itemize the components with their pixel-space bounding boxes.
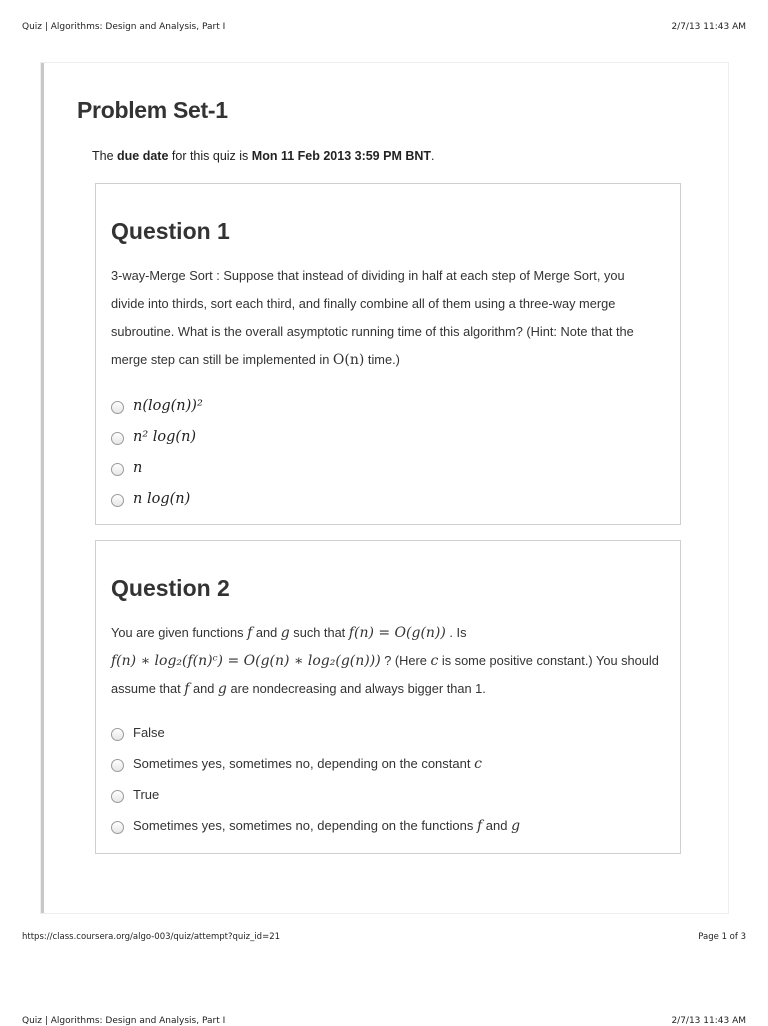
due-suffix: . [431,149,435,163]
due-date-value: Mon 11 Feb 2013 3:59 PM BNT [251,149,432,163]
q2-math-f: f [247,625,253,641]
due-middle: for this quiz is [168,149,252,163]
question-1-option[interactable] [111,415,660,446]
question-2-option[interactable] [111,711,660,742]
option-label [133,724,165,742]
q2-text-part: and [189,681,218,696]
print-footer [22,932,746,942]
print-header-next-page [22,1016,746,1026]
radio-button[interactable] [111,759,124,772]
radio-button[interactable] [111,401,124,414]
q2-math-f: f [184,681,190,697]
print-footer-url: https://class.coursera.org/algo-003/quiz/attempt?quiz_id=21 [22,932,281,942]
q2-math-g: g [280,625,290,641]
question-1-card [95,183,681,525]
q2-text-part: is some positive constant.) You should assume that [111,653,659,696]
q2-text-part: and [252,625,281,640]
option-text: True [133,787,160,802]
question-1-title: Question 1 [111,218,230,244]
q2-text-part: ? (Here [380,653,431,668]
due-label: due date [117,149,169,163]
q1-text-part: 3-way-Merge Sort : Suppose that instead of dividing in half at each step of Merge Sort, you divide into thirds, sort each third, and finally combine all of them using a three-way merge subroutine. What is the overall asymptotic running time of this algorithm? (Hint: Note that the merge step can still be implemented in [111,268,634,367]
option-math: f [476,818,483,834]
option-label [133,786,159,804]
question-2-text [111,619,660,703]
option-label: n² log(n) [133,429,197,445]
option-label: n [133,460,143,476]
q2-text-part: are nondecreasing and always bigger than 1. [226,681,486,696]
option-text: Sometimes yes, sometimes no, depending on the constant [133,756,475,771]
question-2-option[interactable] [111,804,660,835]
question-1-options [111,384,660,508]
q1-text-part: time.) [364,352,400,367]
q2-math-c: c [430,653,439,669]
option-text: Sometimes yes, sometimes no, depending on the functions [133,818,477,833]
radio-button[interactable] [111,432,124,445]
question-2-title: Question 2 [111,575,230,601]
due-prefix: The [92,149,118,163]
print-header-title: Quiz | Algorithms: Design and Analysis, Part I [22,22,226,32]
quiz-panel [41,63,728,913]
option-math: c [474,756,482,772]
question-1-option[interactable] [111,446,660,477]
question-2-card [95,540,681,854]
q2-math-g: g [217,681,227,697]
radio-button[interactable] [111,494,124,507]
question-2-option[interactable] [111,773,660,804]
print-header-datetime: 2/7/13 11:43 AM [671,1016,746,1026]
print-header-datetime: 2/7/13 11:43 AM [671,22,746,32]
question-1-option[interactable] [111,477,660,508]
q2-text-part: . Is [445,625,467,640]
radio-button[interactable] [111,821,124,834]
option-math: g [511,818,521,834]
due-date-line [92,149,435,163]
radio-button[interactable] [111,728,124,741]
page-title: Problem Set-1 [77,97,228,123]
option-label [133,817,520,835]
option-text: and [482,818,512,833]
radio-button[interactable] [111,790,124,803]
print-footer-page: Page 1 of 3 [698,932,746,942]
question-2-option[interactable] [111,742,660,773]
option-label [133,755,482,773]
radio-button[interactable] [111,463,124,476]
q2-math-bigo: f(n) = O(g(n)) [348,625,446,641]
q1-math-on: O(n) [332,352,365,368]
question-2-options [111,711,660,835]
option-label: n(log(n))² [133,398,203,414]
option-label: n log(n) [133,491,191,507]
q2-text-part: You are given functions [111,625,248,640]
question-1-option[interactable] [111,384,660,415]
question-1-text [111,262,660,374]
option-text: False [133,725,165,740]
q2-text-part: such that [289,625,349,640]
print-header-title: Quiz | Algorithms: Design and Analysis, Part I [22,1016,226,1026]
print-header [22,22,746,32]
q2-math-expression: f(n) ∗ log₂(f(n)ᶜ) = O(g(n) ∗ log₂(g(n))) [111,653,381,669]
